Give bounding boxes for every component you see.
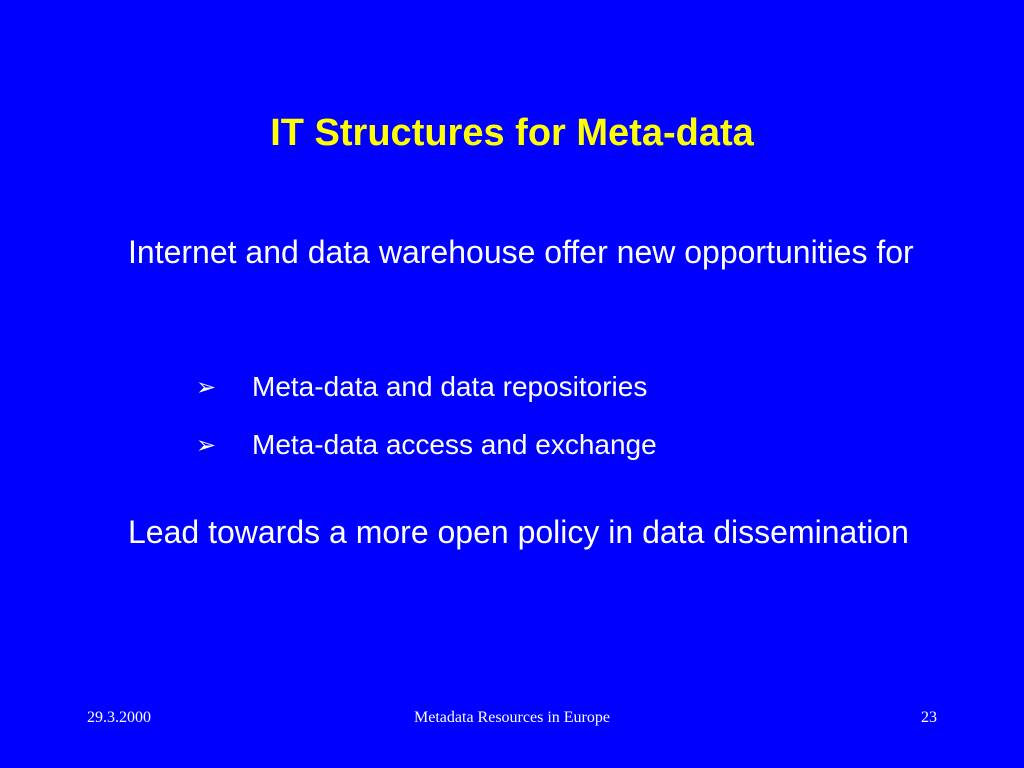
- conclusion-paragraph: Lead towards a more open policy in data dissemination: [128, 514, 909, 550]
- arrow-bullet-icon: ➢: [196, 373, 217, 401]
- bullet-item: [196, 358, 657, 416]
- footer-title: Metadata Resources in Europe: [414, 709, 610, 726]
- bullet-text: Meta-data and data repositories: [252, 371, 648, 402]
- bullet-item: [196, 416, 657, 474]
- footer-date: 29.3.2000: [87, 709, 151, 726]
- intro-paragraph: Internet and data warehouse offer new opportunities for: [128, 234, 914, 270]
- bullet-list: [196, 358, 657, 474]
- arrow-bullet-icon: ➢: [196, 431, 217, 459]
- bullet-text: Meta-data access and exchange: [252, 429, 657, 460]
- slide-title: IT Structures for Meta-data: [270, 112, 754, 154]
- footer-page-number: 23: [921, 709, 937, 726]
